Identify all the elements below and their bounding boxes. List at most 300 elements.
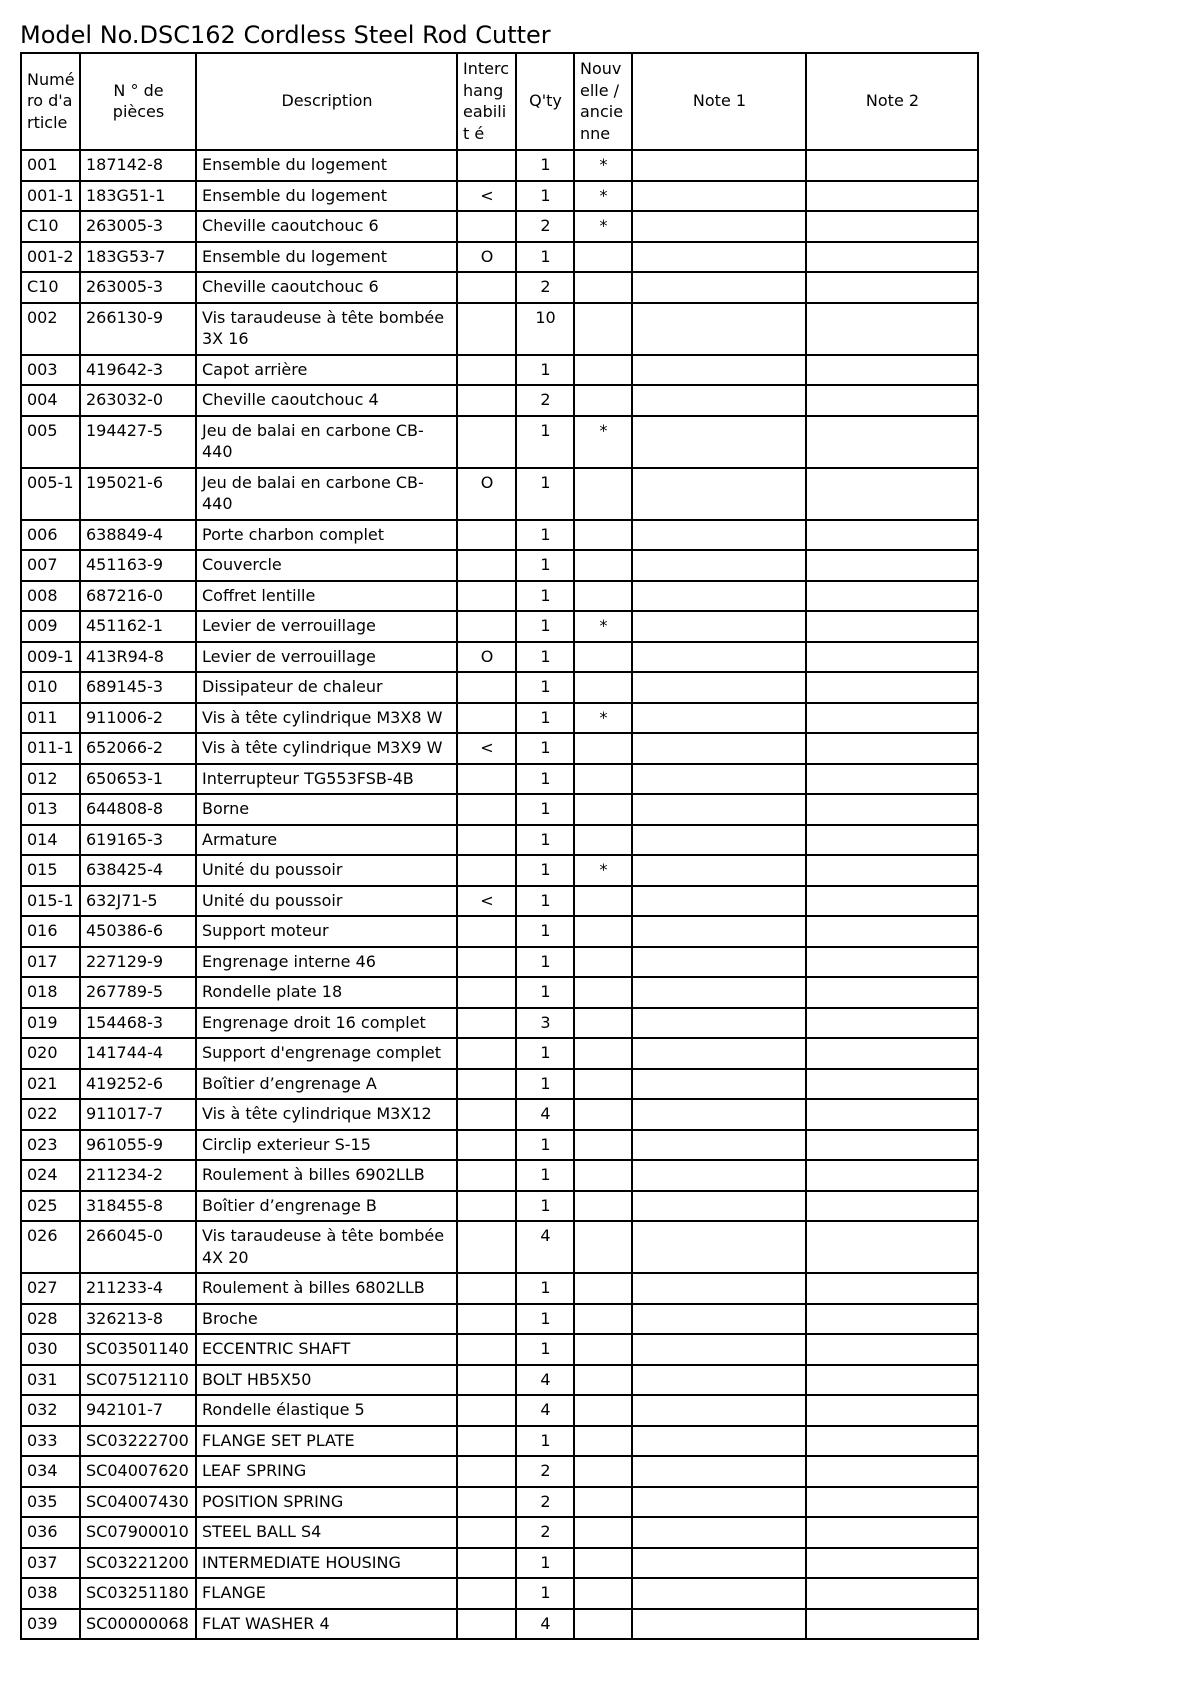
cell-qty: 1 — [516, 855, 574, 886]
cell-description: Engrenage interne 46 — [196, 947, 457, 978]
cell-interchangeability — [457, 1426, 516, 1457]
cell-note-1 — [632, 581, 806, 612]
cell-new-old — [574, 977, 632, 1008]
cell-part-no: 451163-9 — [80, 550, 196, 581]
cell-interchangeability — [457, 1008, 516, 1039]
cell-note-1 — [632, 1548, 806, 1579]
cell-note-2 — [806, 1273, 978, 1304]
cell-note-1 — [632, 242, 806, 273]
cell-description: FLAT WASHER 4 — [196, 1609, 457, 1640]
table-row — [21, 703, 978, 734]
cell-description: Roulement à billes 6802LLB — [196, 1273, 457, 1304]
cell-description: Capot arrière — [196, 355, 457, 386]
cell-description: Boîtier d’engrenage A — [196, 1069, 457, 1100]
cell-note-2 — [806, 1365, 978, 1396]
cell-part-no: 451162-1 — [80, 611, 196, 642]
table-row — [21, 303, 978, 355]
cell-interchangeability — [457, 1191, 516, 1222]
cell-interchangeability — [457, 1517, 516, 1548]
cell-interchangeability — [457, 611, 516, 642]
header-item-no: Numé ro d'a rticle — [21, 53, 80, 150]
cell-note-2 — [806, 1304, 978, 1335]
cell-qty: 1 — [516, 355, 574, 386]
cell-interchangeability — [457, 794, 516, 825]
cell-interchangeability — [457, 1395, 516, 1426]
cell-description: Unité du poussoir — [196, 855, 457, 886]
cell-new-old — [574, 520, 632, 551]
table-row — [21, 642, 978, 673]
table-row — [21, 672, 978, 703]
cell-item-no: 019 — [21, 1008, 80, 1039]
table-row — [21, 825, 978, 856]
cell-new-old — [574, 1273, 632, 1304]
cell-qty: 1 — [516, 181, 574, 212]
cell-note-1 — [632, 211, 806, 242]
cell-description: FLANGE — [196, 1578, 457, 1609]
cell-part-no: 267789-5 — [80, 977, 196, 1008]
cell-part-no: 632J71-5 — [80, 886, 196, 917]
cell-description: Cheville caoutchouc 6 — [196, 272, 457, 303]
cell-note-1 — [632, 1334, 806, 1365]
cell-part-no: 687216-0 — [80, 581, 196, 612]
cell-qty: 1 — [516, 916, 574, 947]
header-part-no: N ° de pièces — [80, 53, 196, 150]
table-row — [21, 385, 978, 416]
cell-qty: 1 — [516, 642, 574, 673]
cell-item-no: 001-2 — [21, 242, 80, 273]
cell-description: Circlip exterieur S-15 — [196, 1130, 457, 1161]
parts-table — [20, 52, 979, 1640]
cell-note-2 — [806, 1487, 978, 1518]
cell-item-no: 001 — [21, 150, 80, 181]
cell-note-2 — [806, 825, 978, 856]
table-row — [21, 242, 978, 273]
cell-note-1 — [632, 1304, 806, 1335]
cell-note-2 — [806, 1334, 978, 1365]
cell-new-old — [574, 733, 632, 764]
cell-interchangeability — [457, 825, 516, 856]
table-row — [21, 1456, 978, 1487]
cell-new-old — [574, 355, 632, 386]
cell-qty: 1 — [516, 150, 574, 181]
cell-interchangeability — [457, 150, 516, 181]
table-row — [21, 733, 978, 764]
cell-description: Porte charbon complet — [196, 520, 457, 551]
cell-description: Roulement à billes 6902LLB — [196, 1160, 457, 1191]
cell-qty: 1 — [516, 977, 574, 1008]
cell-item-no: 015-1 — [21, 886, 80, 917]
cell-part-no: 450386-6 — [80, 916, 196, 947]
cell-interchangeability: < — [457, 181, 516, 212]
cell-note-1 — [632, 642, 806, 673]
cell-note-2 — [806, 581, 978, 612]
cell-description: Coffret lentille — [196, 581, 457, 612]
table-row — [21, 1191, 978, 1222]
cell-part-no: SC03221200 — [80, 1548, 196, 1579]
cell-note-1 — [632, 272, 806, 303]
header-note-2: Note 2 — [806, 53, 978, 150]
table-row — [21, 1395, 978, 1426]
cell-part-no: SC03501140 — [80, 1334, 196, 1365]
cell-note-2 — [806, 355, 978, 386]
cell-part-no: 638849-4 — [80, 520, 196, 551]
cell-note-1 — [632, 1395, 806, 1426]
cell-item-no: 021 — [21, 1069, 80, 1100]
table-row — [21, 1334, 978, 1365]
cell-part-no: 194427-5 — [80, 416, 196, 468]
cell-qty: 1 — [516, 794, 574, 825]
cell-note-2 — [806, 242, 978, 273]
cell-interchangeability — [457, 1130, 516, 1161]
table-row — [21, 947, 978, 978]
cell-item-no: 025 — [21, 1191, 80, 1222]
cell-part-no: 689145-3 — [80, 672, 196, 703]
cell-note-1 — [632, 1517, 806, 1548]
cell-interchangeability — [457, 672, 516, 703]
cell-item-no: 005 — [21, 416, 80, 468]
cell-description: FLANGE SET PLATE — [196, 1426, 457, 1457]
cell-new-old — [574, 1130, 632, 1161]
cell-qty: 1 — [516, 1426, 574, 1457]
cell-new-old — [574, 1517, 632, 1548]
cell-note-1 — [632, 794, 806, 825]
table-row — [21, 581, 978, 612]
header-qty: Q'ty — [516, 53, 574, 150]
cell-part-no: SC07512110 — [80, 1365, 196, 1396]
cell-note-1 — [632, 1365, 806, 1396]
cell-description: Levier de verrouillage — [196, 642, 457, 673]
cell-interchangeability — [457, 1578, 516, 1609]
cell-new-old: * — [574, 416, 632, 468]
cell-qty: 1 — [516, 1273, 574, 1304]
cell-note-2 — [806, 385, 978, 416]
cell-part-no: SC00000068 — [80, 1609, 196, 1640]
cell-description: Jeu de balai en carbone CB-440 — [196, 468, 457, 520]
cell-note-1 — [632, 1426, 806, 1457]
cell-note-1 — [632, 1160, 806, 1191]
table-row — [21, 886, 978, 917]
cell-qty: 1 — [516, 1130, 574, 1161]
cell-interchangeability — [457, 1273, 516, 1304]
table-row — [21, 1221, 978, 1273]
cell-interchangeability — [457, 385, 516, 416]
cell-description: Vis taraudeuse à tête bombée 4X 20 — [196, 1221, 457, 1273]
cell-note-1 — [632, 1038, 806, 1069]
cell-interchangeability — [457, 1334, 516, 1365]
cell-new-old — [574, 1395, 632, 1426]
cell-qty: 2 — [516, 211, 574, 242]
cell-note-1 — [632, 1191, 806, 1222]
cell-part-no: 652066-2 — [80, 733, 196, 764]
cell-note-1 — [632, 1609, 806, 1640]
cell-qty: 1 — [516, 1069, 574, 1100]
cell-qty: 1 — [516, 764, 574, 795]
cell-item-no: 024 — [21, 1160, 80, 1191]
cell-new-old — [574, 1069, 632, 1100]
table-row — [21, 1578, 978, 1609]
table-row — [21, 1273, 978, 1304]
cell-part-no: 413R94-8 — [80, 642, 196, 673]
cell-note-2 — [806, 1008, 978, 1039]
table-body — [21, 150, 978, 1639]
cell-new-old: * — [574, 181, 632, 212]
cell-description: Engrenage droit 16 complet — [196, 1008, 457, 1039]
cell-note-2 — [806, 303, 978, 355]
cell-note-2 — [806, 1221, 978, 1273]
table-row — [21, 355, 978, 386]
cell-part-no: SC07900010 — [80, 1517, 196, 1548]
cell-note-2 — [806, 1099, 978, 1130]
cell-item-no: 017 — [21, 947, 80, 978]
cell-part-no: 211233-4 — [80, 1273, 196, 1304]
cell-item-no: 011 — [21, 703, 80, 734]
cell-qty: 1 — [516, 733, 574, 764]
cell-interchangeability — [457, 703, 516, 734]
table-row — [21, 794, 978, 825]
cell-part-no: SC04007430 — [80, 1487, 196, 1518]
cell-description: Vis à tête cylindrique M3X9 W — [196, 733, 457, 764]
cell-new-old — [574, 1487, 632, 1518]
cell-description: Cheville caoutchouc 4 — [196, 385, 457, 416]
cell-note-2 — [806, 1609, 978, 1640]
cell-new-old — [574, 1008, 632, 1039]
table-row — [21, 272, 978, 303]
cell-interchangeability — [457, 1069, 516, 1100]
cell-qty: 4 — [516, 1099, 574, 1130]
cell-interchangeability — [457, 303, 516, 355]
cell-new-old — [574, 1426, 632, 1457]
cell-interchangeability — [457, 1365, 516, 1396]
cell-note-2 — [806, 550, 978, 581]
cell-new-old — [574, 1191, 632, 1222]
cell-note-2 — [806, 1456, 978, 1487]
cell-new-old — [574, 642, 632, 673]
cell-description: Support moteur — [196, 916, 457, 947]
cell-note-1 — [632, 733, 806, 764]
cell-item-no: 004 — [21, 385, 80, 416]
cell-item-no: C10 — [21, 272, 80, 303]
cell-description: Broche — [196, 1304, 457, 1335]
cell-new-old: * — [574, 611, 632, 642]
cell-note-2 — [806, 886, 978, 917]
cell-item-no: 027 — [21, 1273, 80, 1304]
cell-qty: 4 — [516, 1221, 574, 1273]
cell-part-no: 638425-4 — [80, 855, 196, 886]
cell-description: BOLT HB5X50 — [196, 1365, 457, 1396]
cell-qty: 1 — [516, 672, 574, 703]
cell-item-no: 012 — [21, 764, 80, 795]
cell-item-no: 011-1 — [21, 733, 80, 764]
cell-new-old: * — [574, 703, 632, 734]
cell-note-1 — [632, 855, 806, 886]
cell-note-2 — [806, 794, 978, 825]
cell-qty: 3 — [516, 1008, 574, 1039]
cell-part-no: 961055-9 — [80, 1130, 196, 1161]
cell-description: Levier de verrouillage — [196, 611, 457, 642]
cell-interchangeability — [457, 211, 516, 242]
cell-note-2 — [806, 1395, 978, 1426]
cell-interchangeability: O — [457, 468, 516, 520]
cell-description: INTERMEDIATE HOUSING — [196, 1548, 457, 1579]
table-row — [21, 1304, 978, 1335]
cell-part-no: 263005-3 — [80, 211, 196, 242]
cell-description: Ensemble du logement — [196, 150, 457, 181]
cell-new-old — [574, 1578, 632, 1609]
cell-item-no: 020 — [21, 1038, 80, 1069]
cell-qty: 2 — [516, 1456, 574, 1487]
cell-note-2 — [806, 1069, 978, 1100]
cell-note-2 — [806, 916, 978, 947]
cell-item-no: 014 — [21, 825, 80, 856]
cell-interchangeability: < — [457, 733, 516, 764]
cell-qty: 4 — [516, 1365, 574, 1396]
table-row — [21, 1130, 978, 1161]
cell-note-2 — [806, 1548, 978, 1579]
cell-note-2 — [806, 181, 978, 212]
cell-note-1 — [632, 825, 806, 856]
cell-item-no: 037 — [21, 1548, 80, 1579]
cell-new-old — [574, 303, 632, 355]
cell-interchangeability — [457, 550, 516, 581]
cell-note-2 — [806, 764, 978, 795]
cell-item-no: 022 — [21, 1099, 80, 1130]
cell-note-1 — [632, 1221, 806, 1273]
cell-description: Interrupteur TG553FSB-4B — [196, 764, 457, 795]
table-row — [21, 977, 978, 1008]
cell-note-2 — [806, 150, 978, 181]
cell-note-1 — [632, 1487, 806, 1518]
table-row — [21, 1517, 978, 1548]
cell-item-no: 009-1 — [21, 642, 80, 673]
cell-description: Borne — [196, 794, 457, 825]
cell-description: Ensemble du logement — [196, 181, 457, 212]
cell-interchangeability — [457, 520, 516, 551]
cell-new-old — [574, 242, 632, 273]
cell-new-old — [574, 550, 632, 581]
cell-description: Unité du poussoir — [196, 886, 457, 917]
cell-qty: 1 — [516, 416, 574, 468]
cell-note-2 — [806, 703, 978, 734]
cell-item-no: 028 — [21, 1304, 80, 1335]
cell-interchangeability — [457, 1099, 516, 1130]
table-row — [21, 764, 978, 795]
cell-item-no: 018 — [21, 977, 80, 1008]
header-note-1: Note 1 — [632, 53, 806, 150]
cell-item-no: 039 — [21, 1609, 80, 1640]
cell-qty: 1 — [516, 1191, 574, 1222]
cell-qty: 4 — [516, 1609, 574, 1640]
table-row — [21, 1160, 978, 1191]
cell-note-2 — [806, 468, 978, 520]
cell-new-old — [574, 1456, 632, 1487]
cell-note-1 — [632, 672, 806, 703]
cell-part-no: 183G53-7 — [80, 242, 196, 273]
cell-note-2 — [806, 672, 978, 703]
cell-qty: 1 — [516, 550, 574, 581]
cell-item-no: 036 — [21, 1517, 80, 1548]
table-row — [21, 1069, 978, 1100]
cell-qty: 1 — [516, 1578, 574, 1609]
cell-description: Dissipateur de chaleur — [196, 672, 457, 703]
cell-description: Ensemble du logement — [196, 242, 457, 273]
cell-interchangeability — [457, 1548, 516, 1579]
cell-interchangeability — [457, 1609, 516, 1640]
cell-part-no: 326213-8 — [80, 1304, 196, 1335]
cell-note-2 — [806, 1038, 978, 1069]
cell-new-old — [574, 886, 632, 917]
table-row — [21, 416, 978, 468]
cell-part-no: 195021-6 — [80, 468, 196, 520]
cell-note-2 — [806, 520, 978, 551]
cell-item-no: 010 — [21, 672, 80, 703]
cell-interchangeability — [457, 1304, 516, 1335]
cell-item-no: 016 — [21, 916, 80, 947]
cell-part-no: 318455-8 — [80, 1191, 196, 1222]
cell-note-1 — [632, 1273, 806, 1304]
cell-new-old — [574, 581, 632, 612]
cell-part-no: 619165-3 — [80, 825, 196, 856]
cell-note-2 — [806, 855, 978, 886]
cell-note-2 — [806, 272, 978, 303]
cell-note-2 — [806, 1426, 978, 1457]
cell-part-no: 419642-3 — [80, 355, 196, 386]
table-row — [21, 150, 978, 181]
cell-qty: 1 — [516, 1548, 574, 1579]
cell-item-no: 035 — [21, 1487, 80, 1518]
cell-note-1 — [632, 764, 806, 795]
cell-part-no: 263032-0 — [80, 385, 196, 416]
cell-note-1 — [632, 916, 806, 947]
cell-note-2 — [806, 977, 978, 1008]
cell-item-no: 031 — [21, 1365, 80, 1396]
cell-note-2 — [806, 947, 978, 978]
cell-item-no: 034 — [21, 1456, 80, 1487]
cell-interchangeability — [457, 977, 516, 1008]
cell-description: Armature — [196, 825, 457, 856]
cell-description: POSITION SPRING — [196, 1487, 457, 1518]
cell-note-2 — [806, 416, 978, 468]
cell-note-1 — [632, 181, 806, 212]
table-row — [21, 916, 978, 947]
cell-new-old — [574, 764, 632, 795]
cell-interchangeability — [457, 1456, 516, 1487]
cell-item-no: 033 — [21, 1426, 80, 1457]
cell-qty: 1 — [516, 1038, 574, 1069]
cell-interchangeability — [457, 416, 516, 468]
table-row — [21, 1487, 978, 1518]
cell-interchangeability — [457, 1038, 516, 1069]
cell-note-1 — [632, 416, 806, 468]
cell-note-1 — [632, 385, 806, 416]
cell-item-no: 038 — [21, 1578, 80, 1609]
cell-part-no: SC03251180 — [80, 1578, 196, 1609]
cell-note-2 — [806, 1130, 978, 1161]
cell-new-old — [574, 1304, 632, 1335]
cell-note-1 — [632, 1099, 806, 1130]
cell-new-old — [574, 468, 632, 520]
table-row — [21, 520, 978, 551]
cell-interchangeability — [457, 1160, 516, 1191]
cell-interchangeability — [457, 581, 516, 612]
cell-item-no: 006 — [21, 520, 80, 551]
table-row — [21, 468, 978, 520]
cell-qty: 1 — [516, 1304, 574, 1335]
cell-new-old — [574, 916, 632, 947]
cell-interchangeability — [457, 355, 516, 386]
cell-part-no: 211234-2 — [80, 1160, 196, 1191]
table-row — [21, 855, 978, 886]
cell-part-no: 154468-3 — [80, 1008, 196, 1039]
